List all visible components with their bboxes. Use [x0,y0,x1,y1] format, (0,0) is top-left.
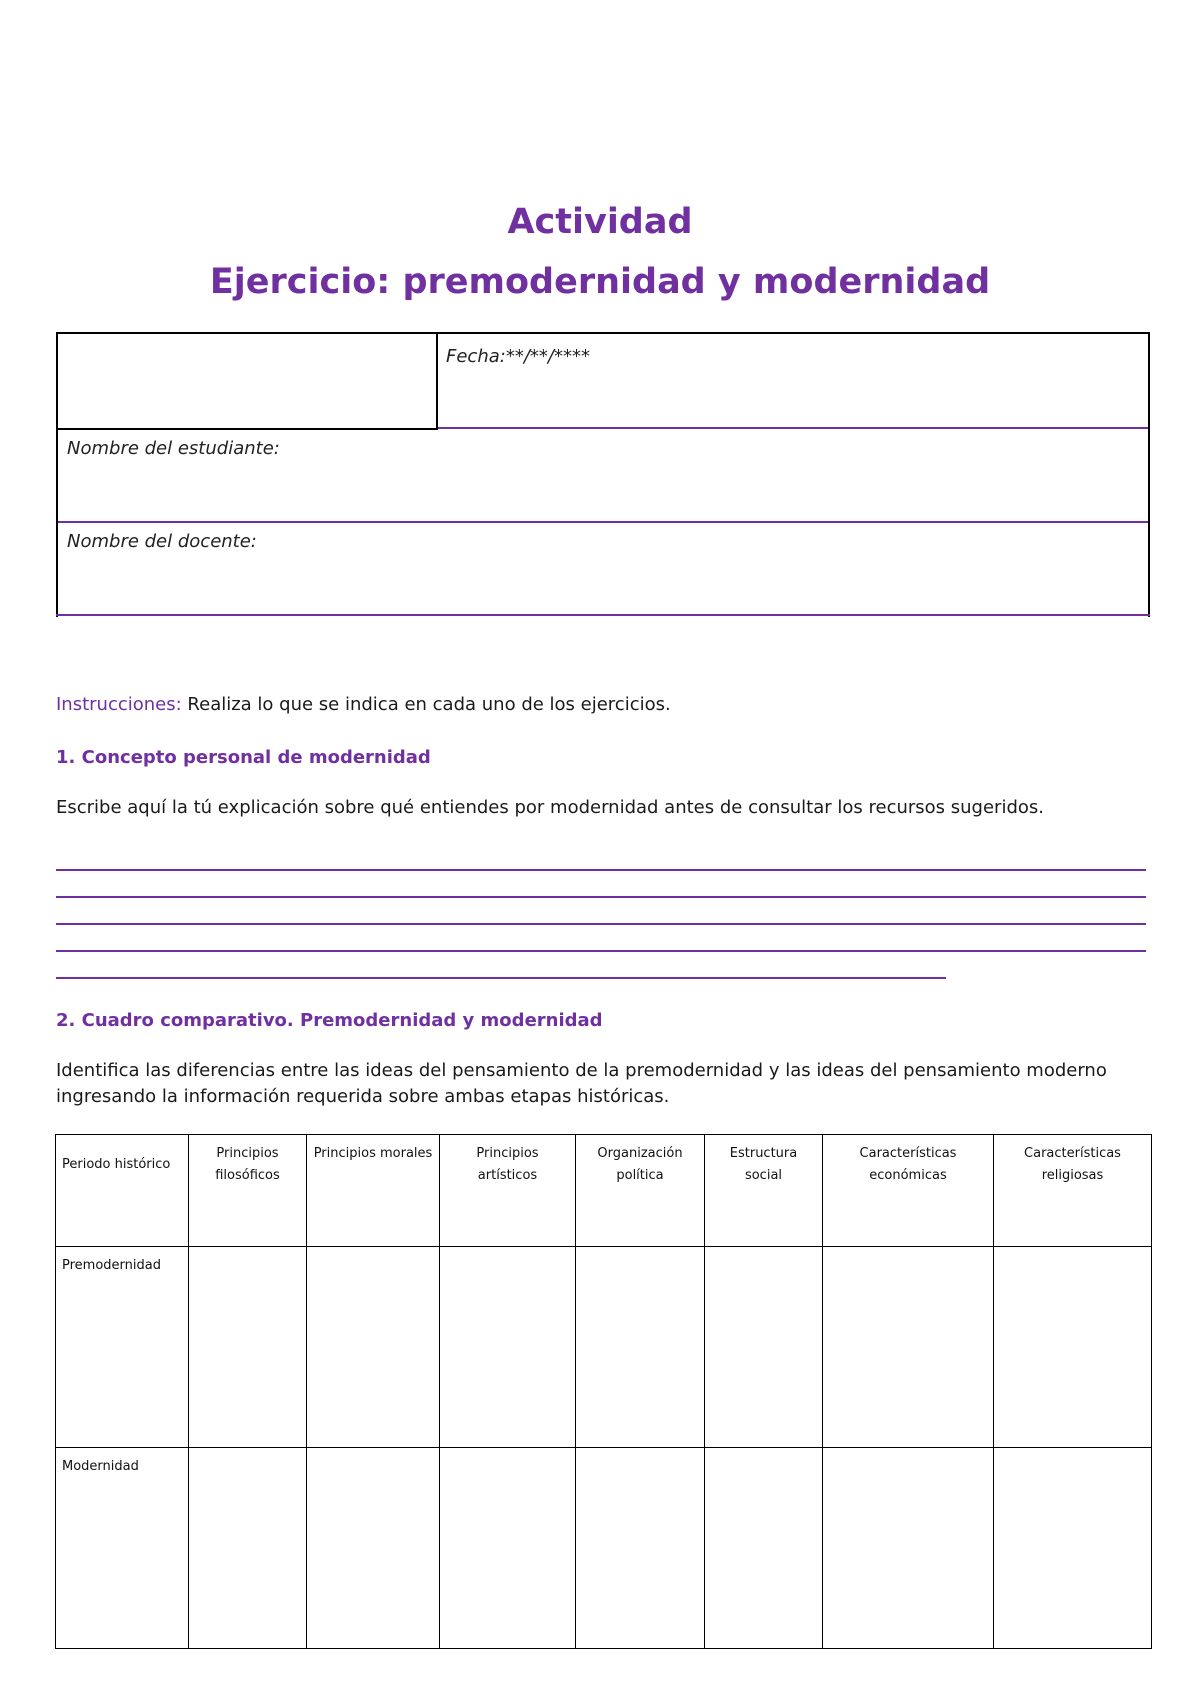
student-name-field-label[interactable]: Nombre del estudiante: [67,438,280,459]
table-header-cell: Principios artísticos [440,1135,576,1247]
answer-line[interactable] [56,869,1146,871]
page-subtitle: Ejercicio: premodernidad y modernidad [209,262,991,302]
teacher-name-field-label[interactable]: Nombre del docente: [67,531,257,552]
table-cell[interactable] [307,1448,440,1649]
table-cell[interactable] [823,1448,994,1649]
table-cell[interactable] [576,1247,705,1448]
answer-line[interactable] [56,923,1146,925]
page-title: Actividad [507,202,693,242]
divider [58,521,1148,523]
logo-cell [58,334,438,430]
table-cell[interactable] [823,1247,994,1448]
table-header-cell: Características religiosas [994,1135,1152,1247]
row-label-modernidad: Modernidad [56,1448,189,1649]
date-field-label[interactable]: Fecha:**/**/**** [446,346,590,367]
section-1-text: Escribe aquí la tú explicación sobre qué entiendes por modernidad antes de consultar los recursos sugeridos. [56,797,1044,818]
instructions [56,694,671,715]
answer-line[interactable] [56,977,946,979]
table-cell[interactable] [189,1448,307,1649]
student-info-box [56,332,1150,617]
comparison-table [55,1134,1152,1649]
table-header-cell: Organización política [576,1135,705,1247]
instructions-text: Realiza lo que se indica en cada uno de los ejercicios. [181,694,671,715]
table-cell[interactable] [994,1247,1152,1448]
table-header-cell: Estructura social [705,1135,823,1247]
table-row [56,1247,1152,1448]
section-2-heading: 2. Cuadro comparativo. Premodernidad y modernidad [56,1010,603,1031]
table-cell[interactable] [189,1247,307,1448]
table-header-row [56,1135,1152,1247]
answer-line[interactable] [56,950,1146,952]
table-cell[interactable] [576,1448,705,1649]
table-cell[interactable] [440,1247,576,1448]
section-2-text-line-1: Identifica las diferencias entre las ideas del pensamiento de la premodernidad y las ideas del pensamiento moderno [56,1060,1107,1081]
section-1-heading: 1. Concepto personal de modernidad [56,747,431,768]
table-cell[interactable] [705,1247,823,1448]
divider [438,427,1148,429]
table-header-cell: Principios morales [307,1135,440,1247]
divider [56,614,1150,616]
table-cell[interactable] [705,1448,823,1649]
table-cell[interactable] [994,1448,1152,1649]
row-label-premodernidad: Premodernidad [56,1247,189,1448]
table-header-cell: Principios filosóficos [189,1135,307,1247]
table-cell[interactable] [307,1247,440,1448]
table-row [56,1448,1152,1649]
table-header-cell: Características económicas [823,1135,994,1247]
answer-line[interactable] [56,896,1146,898]
table-header-cell: Periodo histórico [56,1135,189,1247]
instructions-label: Instrucciones: [56,694,182,715]
table-cell[interactable] [440,1448,576,1649]
section-2-text-line-2: ingresando la información requerida sobre ambas etapas históricas. [56,1086,670,1107]
